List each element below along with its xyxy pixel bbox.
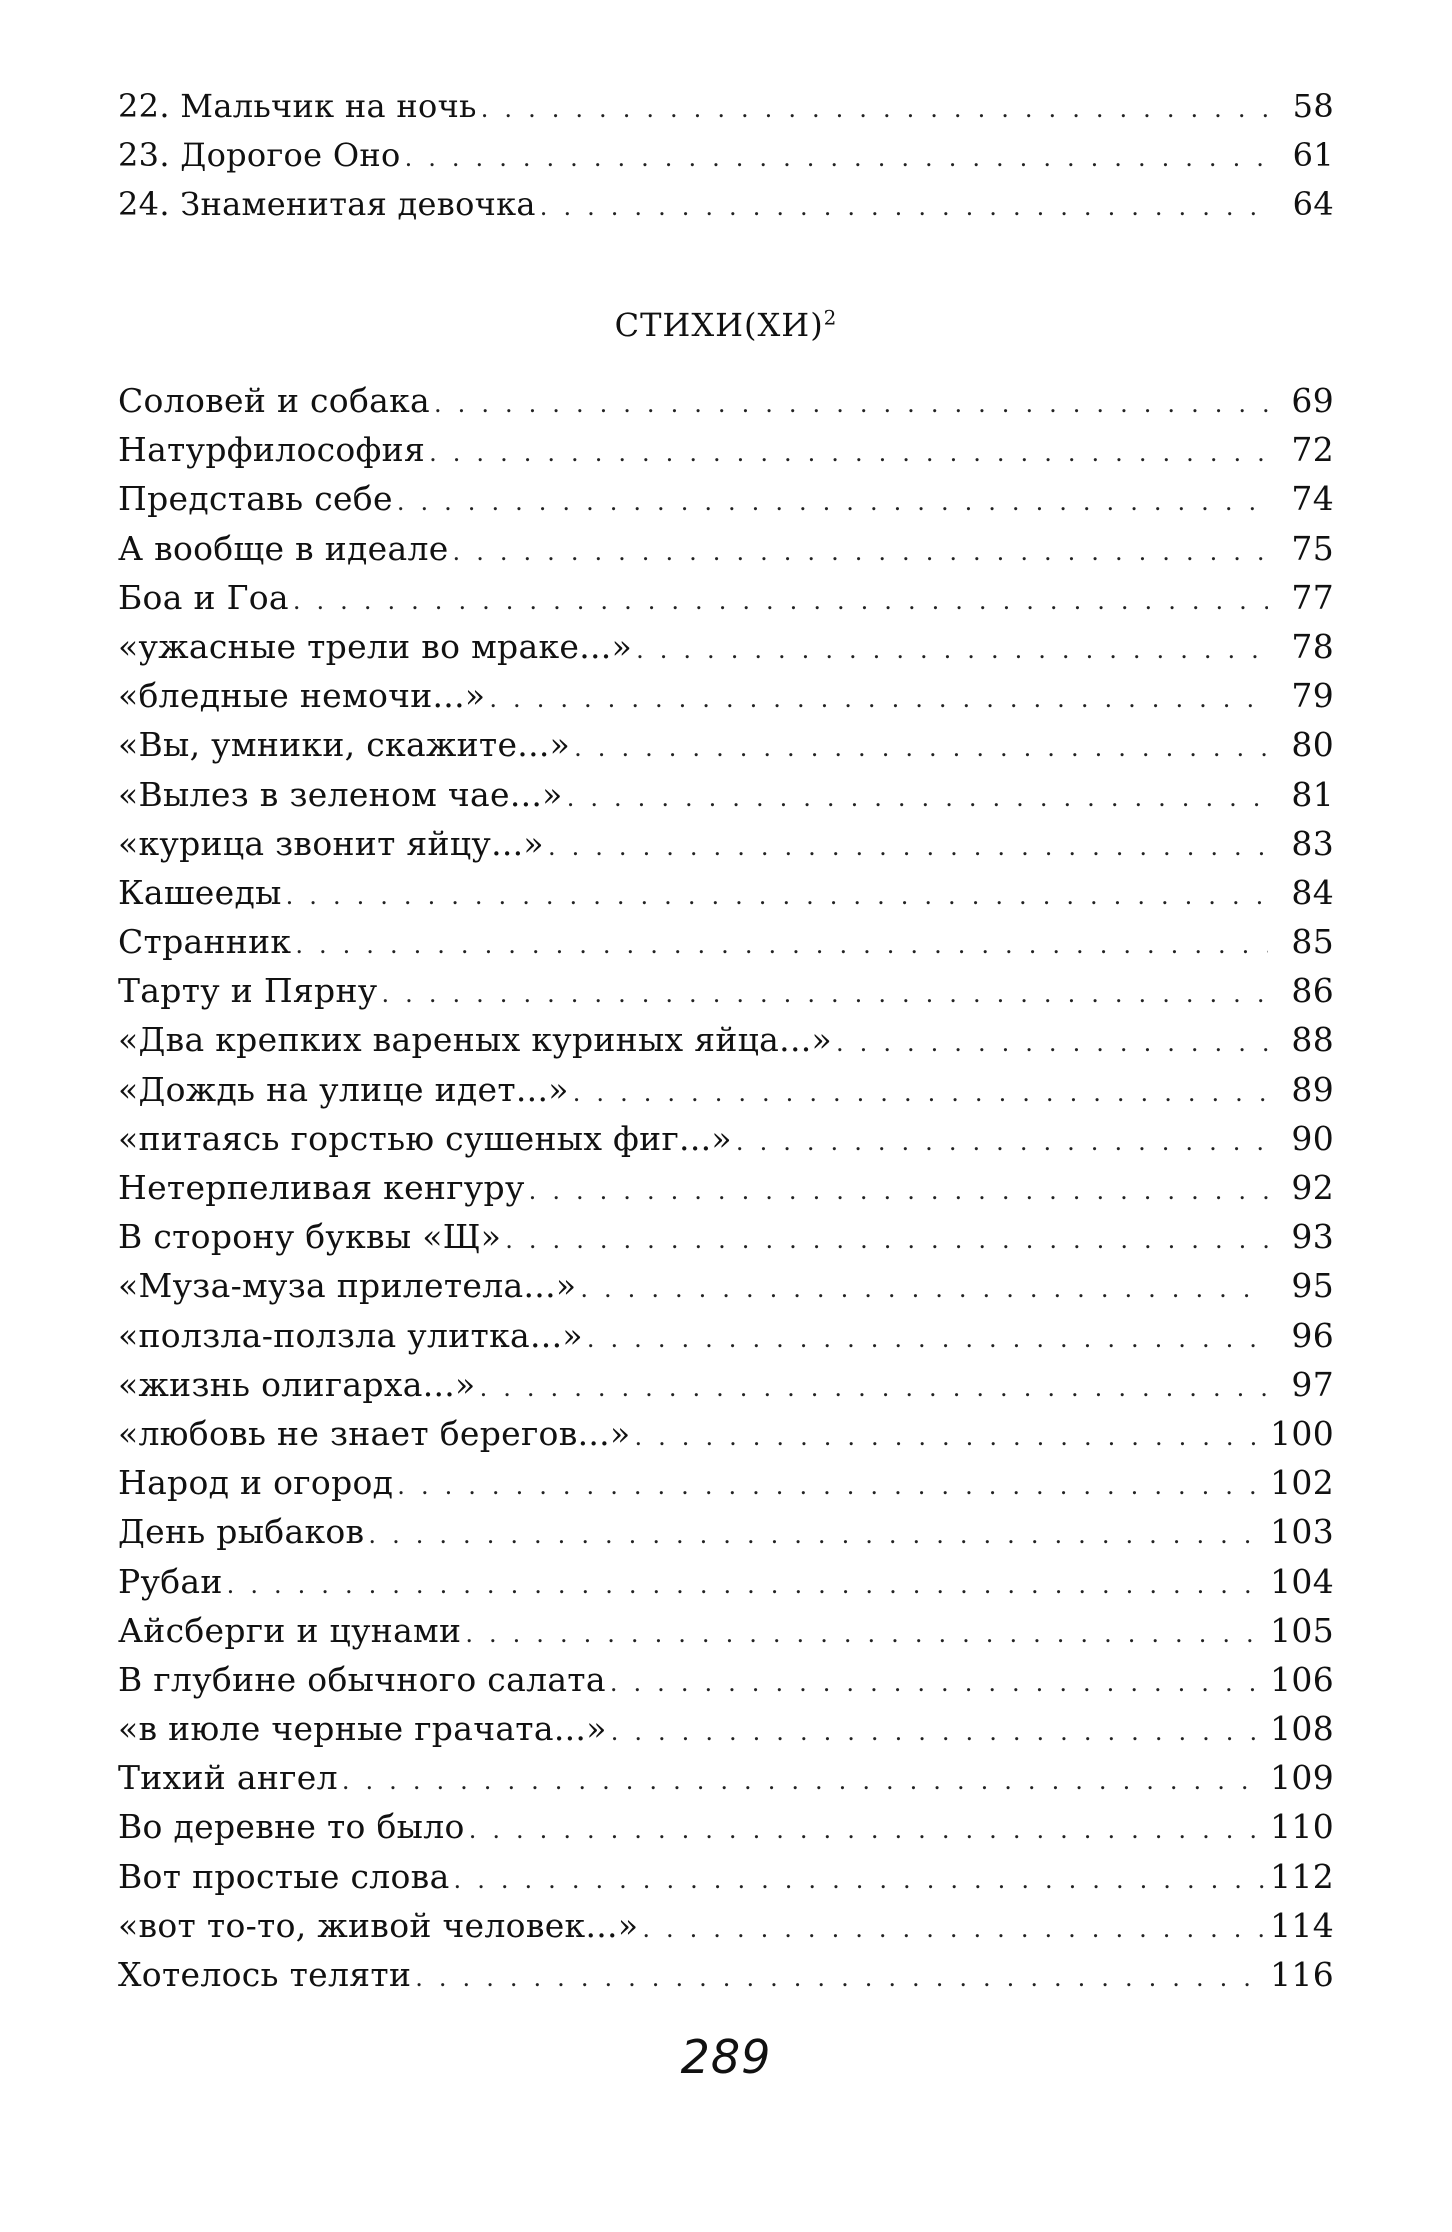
dot-leader xyxy=(540,183,1268,232)
toc-entry xyxy=(118,573,1334,622)
toc-entry-page: 74 xyxy=(1291,479,1334,519)
toc-entry xyxy=(118,1261,1334,1310)
toc-entry-title: «Два крепких вареных куриных яйца...» xyxy=(118,1020,833,1060)
dot-leader xyxy=(587,1315,1268,1364)
toc-entry xyxy=(118,1409,1334,1458)
toc-entry-page: 88 xyxy=(1291,1020,1334,1060)
toc-entry-title: Боа и Гоа xyxy=(118,577,289,617)
toc-entry xyxy=(118,1015,1334,1064)
toc-entry-title: «Вы, умники, скажите...» xyxy=(118,725,571,765)
toc-entry-page: 58 xyxy=(1292,87,1334,125)
toc-entry xyxy=(118,1114,1334,1163)
toc-entry-page: 105 xyxy=(1270,1610,1334,1650)
toc-entry xyxy=(118,917,1334,966)
dot-leader xyxy=(634,1413,1264,1462)
dot-leader xyxy=(295,921,1268,970)
toc-entry-title: В сторону буквы «Щ» xyxy=(118,1217,502,1257)
toc-entry-page: 83 xyxy=(1291,823,1334,863)
toc-entry-title: Натурфилософия xyxy=(118,430,426,470)
toc-entry-page: 108 xyxy=(1270,1709,1334,1749)
toc-entry-page: 95 xyxy=(1291,1266,1334,1306)
toc-entry-title: Тихий ангел xyxy=(118,1758,338,1798)
dot-leader xyxy=(429,429,1268,478)
toc-entry-title: Народ и огород xyxy=(118,1463,394,1503)
toc-entry-title: Кашееды xyxy=(118,872,282,912)
toc-entry-title: Представь себе xyxy=(118,479,393,519)
dot-leader xyxy=(548,823,1268,872)
dot-leader xyxy=(293,577,1268,626)
dot-leader xyxy=(489,675,1268,724)
toc-entry-page: 110 xyxy=(1270,1807,1334,1847)
toc-entry xyxy=(118,425,1334,474)
toc-entry-page: 114 xyxy=(1270,1905,1334,1945)
toc-entry-title: «бледные немочи...» xyxy=(118,676,486,716)
toc-entry xyxy=(118,1311,1334,1360)
toc-section-entries xyxy=(118,376,1334,1999)
toc-entry-page: 84 xyxy=(1291,872,1334,912)
toc-entry xyxy=(118,180,1334,229)
dot-leader xyxy=(573,1069,1268,1118)
dot-leader xyxy=(465,1610,1264,1659)
toc-entry xyxy=(118,1557,1334,1606)
toc-entry xyxy=(118,720,1334,769)
page-number: 289 xyxy=(680,2030,772,2084)
section-heading-text: СТИХИ(ХИ) xyxy=(614,306,824,344)
toc-entry-title: Во деревне то было xyxy=(118,1807,465,1847)
toc-entry-page: 79 xyxy=(1291,676,1334,716)
toc-entry-page: 72 xyxy=(1291,430,1334,470)
toc-entry-page: 78 xyxy=(1291,626,1334,666)
toc-entry-title: «Вылез в зеленом чае...» xyxy=(118,774,563,814)
toc-entry xyxy=(118,376,1334,425)
toc-entry-page: 69 xyxy=(1291,381,1334,420)
dot-leader xyxy=(454,1856,1265,1905)
dot-leader xyxy=(505,1216,1268,1265)
toc-entry-title: Нетерпеливая кенгуру xyxy=(118,1168,525,1207)
dot-leader xyxy=(836,1019,1268,1068)
toc-entry-page: 81 xyxy=(1291,774,1334,814)
toc-entry xyxy=(118,622,1334,671)
dot-leader xyxy=(567,774,1268,823)
dot-leader xyxy=(529,1167,1268,1216)
toc-entry-page: 93 xyxy=(1291,1217,1334,1257)
toc-entry-title: «вот то-то, живой человек...» xyxy=(118,1905,639,1945)
toc-entry-page: 112 xyxy=(1270,1856,1334,1896)
dot-leader xyxy=(227,1561,1264,1610)
toc-entry-title: «жизнь олигарха...» xyxy=(118,1364,476,1404)
toc-entry xyxy=(118,819,1334,868)
toc-entry-title: 22. Мальчик на ночь xyxy=(118,87,477,125)
toc-entry xyxy=(118,1606,1334,1655)
toc-entry xyxy=(118,1704,1334,1753)
toc-entry-page: 109 xyxy=(1270,1758,1334,1798)
toc-entry-title: «Дождь на улице идет...» xyxy=(118,1069,569,1109)
toc-previous-section xyxy=(118,82,1334,229)
toc-entry xyxy=(118,1901,1334,1950)
toc-entry-page: 75 xyxy=(1291,528,1334,568)
dot-leader xyxy=(415,1954,1264,2003)
dot-leader xyxy=(382,970,1269,1019)
toc-entry-title: День рыбаков xyxy=(118,1512,365,1552)
toc-entry-title: «в июле черные грачата...» xyxy=(118,1709,607,1749)
toc-entry-title: Хотелось теляти xyxy=(118,1955,412,1994)
toc-entry-page: 104 xyxy=(1270,1561,1334,1601)
toc-entry-title: «любовь не знает берегов...» xyxy=(118,1413,631,1453)
toc-entry xyxy=(118,1753,1334,1802)
toc-entry-page: 80 xyxy=(1291,725,1334,765)
toc-entry xyxy=(118,1458,1334,1507)
toc-entry-page: 102 xyxy=(1270,1463,1334,1503)
toc-entry-page: 92 xyxy=(1291,1168,1334,1207)
dot-leader xyxy=(480,1364,1268,1413)
toc-entry-title: Айсберги и цунами xyxy=(118,1610,462,1650)
toc-entry-page: 77 xyxy=(1291,577,1334,617)
toc-entry-page: 103 xyxy=(1270,1512,1334,1552)
toc-entry-title: В глубине обычного салата xyxy=(118,1659,606,1699)
toc-entry xyxy=(118,1163,1334,1212)
toc-entry-page: 61 xyxy=(1292,136,1334,174)
toc-entry-title: «Муза-муза прилетела...» xyxy=(118,1266,577,1306)
toc-entry-title: Рубаи xyxy=(118,1561,223,1601)
toc-entry-page: 97 xyxy=(1291,1364,1334,1404)
dot-leader xyxy=(574,724,1268,773)
toc-entry-title: «курица звонит яйцу...» xyxy=(118,823,544,863)
toc-entry xyxy=(118,82,1334,131)
toc-entry-title: А вообще в идеале xyxy=(118,528,449,568)
dot-leader xyxy=(397,478,1268,527)
toc-entry xyxy=(118,671,1334,720)
dot-leader xyxy=(342,1757,1264,1806)
toc-entry xyxy=(118,1212,1334,1261)
toc-entry-page: 116 xyxy=(1270,1955,1334,1994)
dot-leader xyxy=(286,872,1268,921)
toc-entry-page: 100 xyxy=(1270,1413,1334,1453)
toc-entry-page: 106 xyxy=(1270,1659,1334,1699)
dot-leader xyxy=(642,1905,1264,1954)
toc-entry xyxy=(118,524,1334,573)
toc-entry-title: Тарту и Пярну xyxy=(118,971,378,1011)
toc-entry-title: 24. Знаменитая девочка xyxy=(118,185,536,223)
toc-entry-title: «ползла-ползла улитка...» xyxy=(118,1315,583,1355)
toc-entry xyxy=(118,1802,1334,1851)
toc-entry-title: Вот простые слова xyxy=(118,1856,450,1896)
toc-entry xyxy=(118,1950,1334,1999)
dot-leader xyxy=(453,528,1268,577)
dot-leader xyxy=(611,1708,1264,1757)
dot-leader xyxy=(610,1659,1264,1708)
toc-entry xyxy=(118,966,1334,1015)
toc-entry xyxy=(118,868,1334,917)
toc-entry-page: 89 xyxy=(1291,1069,1334,1109)
toc-entry-page: 90 xyxy=(1291,1118,1334,1158)
dot-leader xyxy=(405,134,1268,183)
toc-entry xyxy=(118,1360,1334,1409)
toc-entry-title: Соловей и собака xyxy=(118,381,431,420)
toc-entry-page: 86 xyxy=(1291,971,1334,1011)
toc-entry xyxy=(118,1507,1334,1556)
dot-leader xyxy=(736,1118,1268,1167)
section-heading xyxy=(0,306,1452,344)
dot-leader xyxy=(580,1265,1268,1314)
toc-entry-title: 23. Дорогое Оно xyxy=(118,136,401,174)
toc-entry xyxy=(118,1655,1334,1704)
toc-entry-title: «ужасные трели во мраке...» xyxy=(118,626,633,666)
dot-leader xyxy=(481,85,1268,134)
dot-leader xyxy=(397,1462,1264,1511)
dot-leader xyxy=(368,1511,1264,1560)
toc-entry-page: 64 xyxy=(1292,185,1334,223)
dot-leader xyxy=(636,626,1268,675)
toc-entry xyxy=(118,1065,1334,1114)
toc-entry xyxy=(118,474,1334,523)
toc-entry-title: Странник xyxy=(118,922,292,962)
toc-entry xyxy=(118,131,1334,180)
footnote-marker: 2 xyxy=(823,305,838,330)
toc-entry-page: 85 xyxy=(1291,922,1334,962)
toc-entry-title: «питаясь горстью сушеных фиг...» xyxy=(118,1118,732,1158)
dot-leader xyxy=(469,1806,1264,1855)
toc-entry xyxy=(118,770,1334,819)
dot-leader xyxy=(434,380,1268,429)
toc-entry xyxy=(118,1852,1334,1901)
toc-entry-page: 96 xyxy=(1291,1315,1334,1355)
